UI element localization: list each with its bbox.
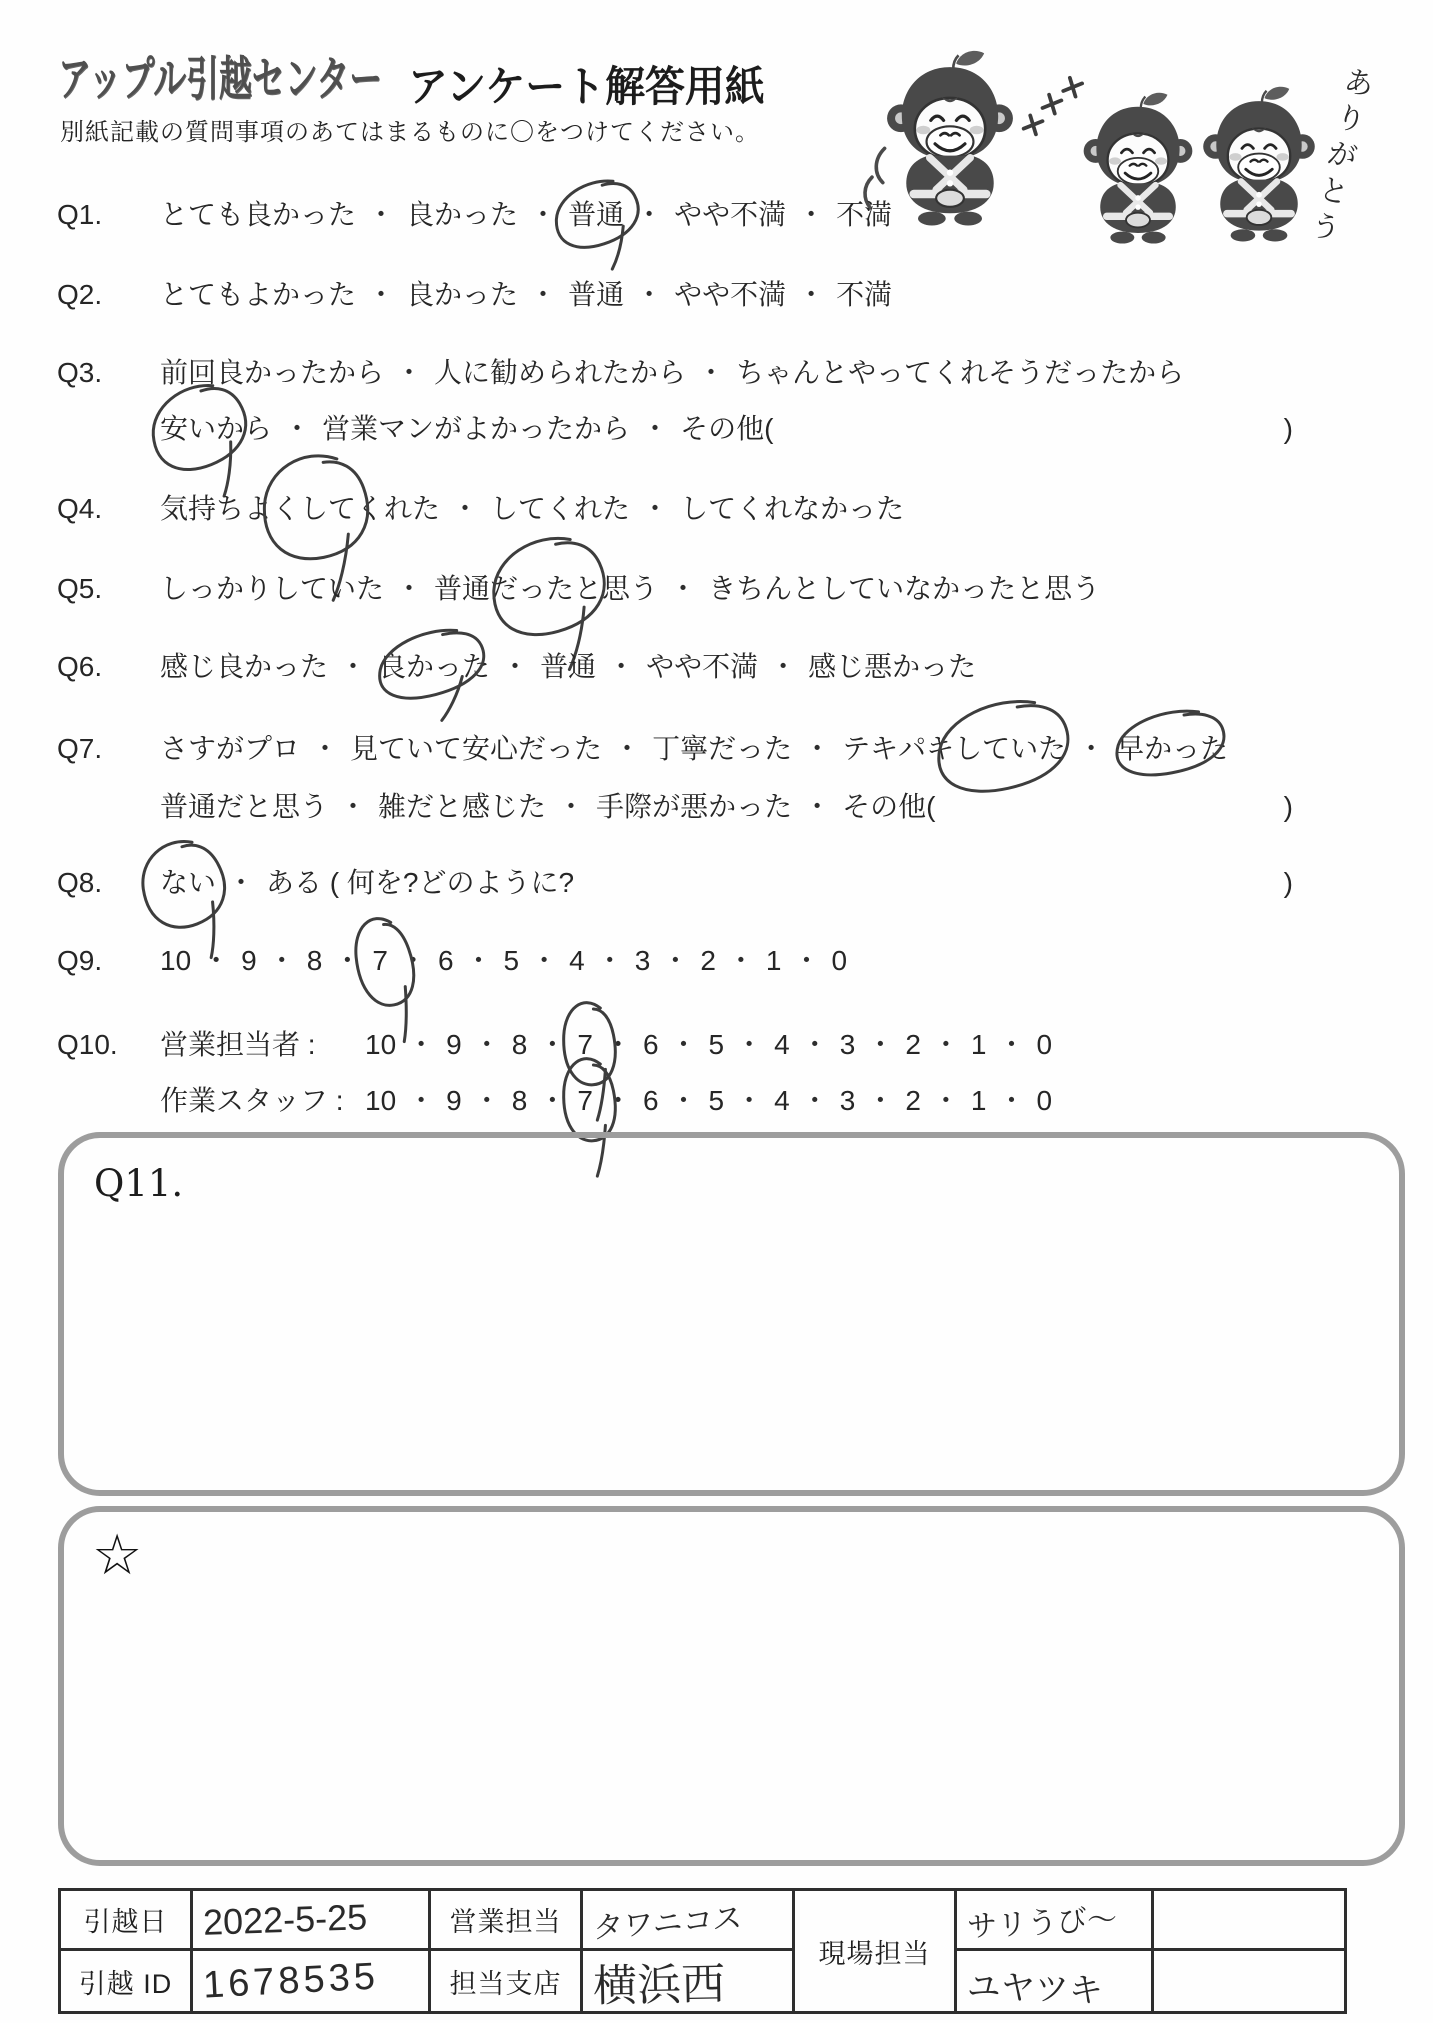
answer-option: 良かった: [378, 649, 490, 684]
question-number: Q1.: [57, 199, 103, 230]
answer-option: 普通だったと思う: [434, 571, 658, 606]
option-separator: ・: [538, 1029, 567, 1060]
answer-option: 1: [970, 1029, 987, 1060]
option-separator: ・: [641, 493, 670, 524]
question-row: [57, 789, 1297, 824]
option-separator: ・: [792, 945, 821, 976]
answer-option: 3: [839, 1029, 856, 1060]
option-separator: ・: [395, 357, 424, 388]
move-id-value: 1678535: [201, 1954, 380, 2007]
question-row: [57, 865, 1297, 900]
question-number: Q9.: [57, 945, 103, 976]
sales-rep-label: 営業担当: [431, 1891, 583, 1951]
answer-option: 2: [905, 1029, 921, 1060]
option-separator: ・: [464, 945, 493, 976]
option-separator: ・: [407, 1029, 436, 1060]
answer-option: 良かった: [406, 279, 519, 310]
answer-option: 1: [765, 945, 782, 976]
answer-option: 雑だと感じた: [378, 791, 547, 822]
paren-close: ): [1283, 791, 1293, 822]
option-separator: ・: [697, 357, 726, 388]
option-separator: ・: [669, 1029, 698, 1060]
question-row: [57, 1083, 1297, 1118]
answer-option: 10: [365, 1085, 397, 1116]
option-separator: ・: [367, 199, 396, 230]
option-separator: ・: [395, 573, 424, 604]
option-separator: ・: [529, 279, 558, 310]
answer-option: 早かった: [1116, 731, 1228, 766]
option-separator: ・: [931, 1085, 960, 1116]
option-separator: ・: [595, 945, 624, 976]
branch-label: 担当支店: [431, 1951, 583, 2011]
option-separator: ・: [1077, 733, 1106, 764]
question-row: [57, 197, 1297, 232]
question-row: [57, 571, 1297, 606]
site-rep-value-2: ユヤツキ: [966, 1967, 1104, 2010]
question-row: [57, 649, 1297, 684]
answer-option: やや不満: [646, 651, 759, 682]
option-group-label: 営業担当者 :: [160, 1029, 316, 1060]
answer-option: 3: [839, 1085, 856, 1116]
answer-option: 8: [511, 1085, 528, 1116]
answer-option: 8: [306, 945, 323, 976]
answer-option: 10: [160, 945, 192, 976]
option-separator: ・: [803, 733, 832, 764]
answer-option: 普通: [568, 279, 625, 310]
answer-option: 4: [774, 1029, 790, 1060]
answer-option: 5: [708, 1085, 725, 1116]
paren-close: ): [1283, 867, 1293, 898]
site-rep-label: 現場担当: [795, 1891, 957, 2011]
sparkle-icon: [1018, 74, 1084, 140]
option-separator: ・: [769, 651, 798, 682]
question-number: Q2.: [57, 279, 103, 310]
answer-option: 人に勧められたから: [434, 357, 687, 388]
answer-option: 感じ悪かった: [808, 651, 977, 682]
hand-circle-icon: [366, 615, 501, 710]
answer-option: してくれなかった: [680, 493, 905, 524]
option-separator: ・: [501, 651, 530, 682]
answer-option: 1: [970, 1085, 987, 1116]
answer-option: 気持ちよくしてくれた: [160, 491, 440, 526]
answer-option: その他(: [680, 413, 774, 444]
option-separator: ・: [641, 413, 670, 444]
answer-option: 2: [700, 945, 716, 976]
site-rep-value-1: サリうび〜: [966, 1902, 1118, 1944]
company-logo: アップル引越センター: [58, 52, 383, 105]
option-separator: ・: [635, 199, 664, 230]
option-separator: ・: [735, 1085, 764, 1116]
comment-box: [58, 1506, 1405, 1866]
option-separator: ・: [367, 279, 396, 310]
answer-option: 丁寧だった: [652, 733, 793, 764]
answer-option: 6: [642, 1085, 659, 1116]
answer-option: やや不満: [674, 279, 787, 310]
option-separator: ・: [227, 867, 256, 898]
answer-option: 9: [241, 945, 257, 976]
answer-option: きちんとしていなかったと思う: [708, 573, 1101, 604]
answer-option: 4: [774, 1085, 790, 1116]
hand-circle-icon: [247, 440, 387, 571]
answer-option: テキパキしていた: [842, 731, 1066, 766]
option-separator: ・: [538, 1085, 567, 1116]
answer-option: やや不満: [674, 199, 787, 230]
paren-close: ): [1283, 413, 1293, 444]
question-row: [57, 277, 1297, 312]
answer-option: 0: [1036, 1085, 1053, 1116]
option-separator: ・: [529, 199, 558, 230]
answer-option: 感じ良かった: [160, 651, 329, 682]
question-row: [57, 731, 1297, 766]
answer-option: 普通だと思う: [160, 791, 329, 822]
option-separator: ・: [931, 1029, 960, 1060]
option-separator: ・: [311, 733, 340, 764]
move-date-value: 2022-5-25: [202, 1895, 368, 1943]
question-row: [57, 411, 1297, 446]
answer-option: ちゃんとやってくれそうだったから: [736, 357, 1185, 388]
answer-option: とてもよかった: [160, 279, 357, 310]
question-row: [57, 355, 1297, 390]
answer-option: 6: [437, 945, 454, 976]
answer-option: 3: [634, 945, 651, 976]
answer-option: 見ていて安心だった: [350, 733, 603, 764]
question-number: Q4.: [57, 493, 103, 524]
option-separator: ・: [866, 1085, 895, 1116]
instruction-text: 別紙記載の質問事項のあてはまるものに〇をつけてください。: [60, 119, 760, 146]
option-separator: ・: [472, 1029, 501, 1060]
question-number: Q10.: [57, 1029, 118, 1060]
option-separator: ・: [997, 1029, 1026, 1060]
option-separator: ・: [669, 1085, 698, 1116]
answer-option: 安いから: [160, 411, 272, 446]
question-number: Q3.: [57, 357, 103, 388]
option-separator: ・: [669, 573, 698, 604]
answer-option: 2: [905, 1085, 921, 1116]
answer-option: してくれた: [490, 493, 631, 524]
answer-option: 9: [446, 1029, 462, 1060]
option-separator: ・: [661, 945, 690, 976]
option-separator: ・: [866, 1029, 895, 1060]
hand-circle-icon: [474, 520, 625, 651]
answer-option: 7: [577, 1083, 593, 1118]
option-separator: ・: [283, 413, 312, 444]
option-separator: ・: [472, 1085, 501, 1116]
question-number: Q6.: [57, 651, 103, 682]
option-separator: ・: [398, 945, 427, 976]
answer-option: ある ( 何を?どのように?: [266, 867, 575, 898]
option-separator: ・: [202, 945, 231, 976]
answer-option: しっかりしていた: [160, 573, 385, 604]
answer-option: 0: [831, 945, 848, 976]
sales-rep-value: タワニコス: [592, 1901, 744, 1945]
answer-option: 7: [372, 943, 388, 978]
move-id-label: 引越 ID: [61, 1951, 193, 2011]
answer-option: 9: [446, 1085, 462, 1116]
answer-option: 6: [642, 1029, 659, 1060]
question-row: [57, 1027, 1297, 1062]
answer-option: とても良かった: [160, 199, 357, 230]
answer-option: 普通: [540, 651, 597, 682]
empty-cell: [1154, 1951, 1344, 2011]
answer-option: 手際が悪かった: [596, 791, 793, 822]
option-separator: ・: [333, 945, 362, 976]
answer-option: 7: [577, 1027, 593, 1062]
answer-option: 不満: [836, 279, 893, 310]
option-separator: ・: [797, 199, 826, 230]
answer-option: 営業マンがよかったから: [322, 413, 631, 444]
option-separator: ・: [800, 1085, 829, 1116]
option-separator: ・: [407, 1085, 436, 1116]
option-separator: ・: [530, 945, 559, 976]
question-number: Q7.: [57, 733, 103, 764]
option-separator: ・: [997, 1085, 1026, 1116]
option-separator: ・: [803, 791, 832, 822]
answer-option: 前回良かったから: [160, 357, 385, 388]
question-row: [57, 943, 1297, 978]
question-number: Q5.: [57, 573, 103, 604]
option-group-label: 作業スタッフ :: [160, 1085, 344, 1116]
move-date-label: 引越日: [61, 1891, 193, 1951]
footer-table: [58, 1888, 1347, 2014]
answer-option: 不満: [836, 199, 893, 230]
option-separator: ・: [800, 1029, 829, 1060]
option-separator: ・: [635, 279, 664, 310]
answer-option: 8: [511, 1029, 528, 1060]
option-separator: ・: [726, 945, 755, 976]
q11-answer-box: [58, 1132, 1405, 1496]
option-separator: ・: [797, 279, 826, 310]
branch-value: 横浜西: [592, 1959, 726, 2012]
option-separator: ・: [451, 493, 480, 524]
question-row: [57, 491, 1297, 526]
option-separator: ・: [735, 1029, 764, 1060]
option-separator: ・: [339, 791, 368, 822]
option-separator: ・: [267, 945, 296, 976]
empty-cell: [1154, 1891, 1344, 1951]
answer-option: 普通: [568, 197, 624, 232]
answer-option: ない: [160, 865, 216, 900]
sheet-title: アンケート解答用紙: [408, 63, 765, 110]
q11-label: Q11.: [94, 1162, 184, 1205]
answer-option: 0: [1036, 1029, 1053, 1060]
thanks-handwriting: ありがとう: [1301, 62, 1376, 251]
option-separator: ・: [339, 651, 368, 682]
answer-option: さすがプロ: [160, 733, 301, 764]
hand-circle-icon: [1105, 699, 1239, 785]
answer-option: 4: [569, 945, 585, 976]
option-separator: ・: [613, 733, 642, 764]
star-icon: ☆: [92, 1523, 143, 1586]
option-separator: ・: [603, 1029, 632, 1060]
question-number: Q8.: [57, 867, 103, 898]
answer-option: その他(: [842, 791, 936, 822]
hand-circle-icon: [922, 684, 1089, 806]
option-separator: ・: [603, 1085, 632, 1116]
option-separator: ・: [557, 791, 586, 822]
answer-option: 良かった: [406, 199, 519, 230]
option-separator: ・: [607, 651, 636, 682]
answer-option: 5: [708, 1029, 725, 1060]
answer-option: 5: [503, 945, 520, 976]
answer-option: 10: [365, 1029, 397, 1060]
